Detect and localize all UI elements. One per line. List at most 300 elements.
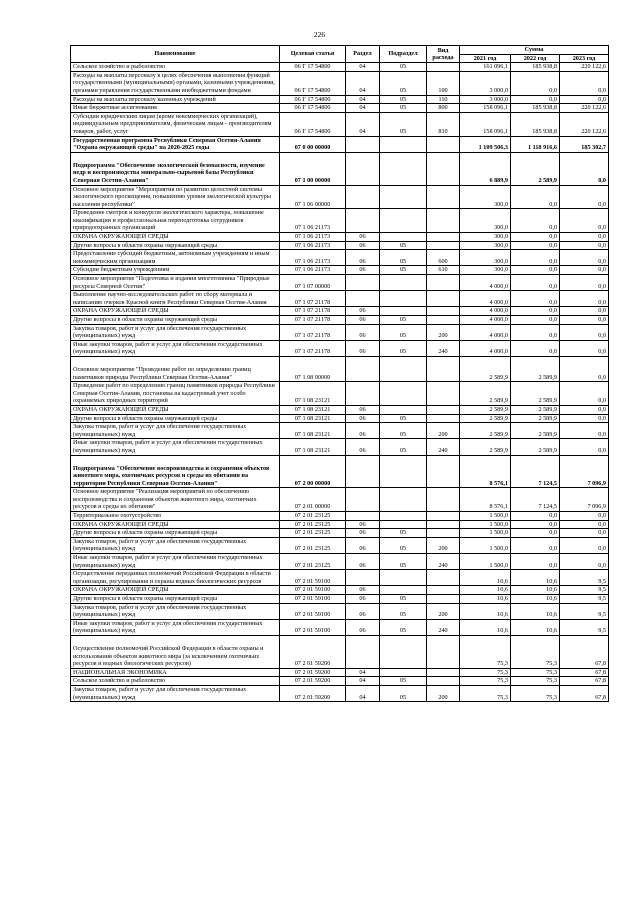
row-2023: 0,0 bbox=[560, 529, 609, 538]
row-code: 06 Г 17 54800 bbox=[280, 112, 346, 136]
table-row bbox=[71, 512, 609, 521]
row-code: 07 2 01 59200 bbox=[280, 685, 346, 701]
row-section: 06 bbox=[346, 537, 380, 553]
row-2021: 1 109 506,3 bbox=[460, 136, 511, 152]
row-2023: 0,0 bbox=[560, 414, 609, 423]
row-subsection bbox=[380, 488, 427, 512]
row-2021: 4 000,0 bbox=[460, 324, 511, 340]
row-expense-type bbox=[427, 570, 460, 586]
row-2021: 75,3 bbox=[460, 677, 511, 686]
page-number: 226 bbox=[313, 30, 326, 39]
row-name: Другие вопросы в области охраны окружающей среды bbox=[71, 529, 280, 538]
table-row bbox=[71, 316, 609, 325]
table-row bbox=[71, 71, 609, 95]
row-code: 07 1 08 23121 bbox=[280, 439, 346, 455]
row-2023: 9,5 bbox=[560, 595, 609, 604]
row-expense-type bbox=[427, 356, 460, 381]
row-subsection bbox=[380, 512, 427, 521]
budget-table bbox=[70, 45, 609, 702]
row-code: 07 2 01 23125 bbox=[280, 512, 346, 521]
row-subsection bbox=[380, 586, 427, 595]
row-code: 07 0 00 00000 bbox=[280, 136, 346, 152]
row-section: 06 bbox=[346, 266, 380, 275]
row-code: 07 2 01 23125 bbox=[280, 529, 346, 538]
table-row bbox=[71, 233, 609, 242]
row-expense-type: 200 bbox=[427, 537, 460, 553]
row-2022: 7 124,5 bbox=[511, 488, 560, 512]
table-row bbox=[71, 112, 609, 136]
row-expense-type: 800 bbox=[427, 104, 460, 113]
row-section bbox=[346, 356, 380, 381]
row-2021: 3 000,0 bbox=[460, 71, 511, 95]
row-2022: 0,0 bbox=[511, 324, 560, 340]
row-section: 06 bbox=[346, 233, 380, 242]
row-code: 06 Г 17 54800 bbox=[280, 104, 346, 113]
table-row bbox=[71, 423, 609, 439]
row-subsection: 05 bbox=[380, 439, 427, 455]
row-2021: 1 500,0 bbox=[460, 554, 511, 570]
row-section bbox=[346, 455, 380, 488]
row-section: 06 bbox=[346, 340, 380, 356]
table-row bbox=[71, 455, 609, 488]
row-name: Иные бюджетные ассигнования bbox=[71, 104, 280, 113]
row-section: 06 bbox=[346, 324, 380, 340]
row-code: 07 2 01 59200 bbox=[280, 635, 346, 668]
row-2022: 0,0 bbox=[511, 71, 560, 95]
row-subsection: 05 bbox=[380, 554, 427, 570]
row-section: 06 bbox=[346, 520, 380, 529]
row-expense-type bbox=[427, 405, 460, 414]
table-row bbox=[71, 529, 609, 538]
row-section bbox=[346, 291, 380, 307]
row-2021: 10,6 bbox=[460, 595, 511, 604]
table-row bbox=[71, 685, 609, 701]
row-expense-type: 610 bbox=[427, 266, 460, 275]
row-name: Иные закупки товаров, работ и услуг для обеспечения государственных (муниципальных) нужд bbox=[71, 619, 280, 635]
row-expense-type bbox=[427, 635, 460, 668]
row-2021: 4 000,0 bbox=[460, 275, 511, 291]
row-2022: 2 589,9 bbox=[511, 439, 560, 455]
row-subsection bbox=[380, 275, 427, 291]
row-expense-type bbox=[427, 233, 460, 242]
row-subsection: 05 bbox=[380, 266, 427, 275]
row-2022: 75,3 bbox=[511, 668, 560, 677]
row-2022: 185 938,8 bbox=[511, 112, 560, 136]
row-name: ОХРАНА ОКРУЖАЮЩЕЙ СРЕДЫ bbox=[71, 586, 280, 595]
row-2022: 0,0 bbox=[511, 266, 560, 275]
row-2023: 0,0 bbox=[560, 307, 609, 316]
row-subsection: 05 bbox=[380, 423, 427, 439]
row-2021: 2 589,9 bbox=[460, 382, 511, 406]
row-code: 07 1 08 23121 bbox=[280, 405, 346, 414]
row-2022: 185 938,8 bbox=[511, 104, 560, 113]
row-name: Территориальное охотустройство bbox=[71, 512, 280, 521]
row-2021: 1 500,0 bbox=[460, 520, 511, 529]
row-subsection: 05 bbox=[380, 414, 427, 423]
row-section bbox=[346, 488, 380, 512]
row-subsection: 05 bbox=[380, 619, 427, 635]
header-name: Наименование bbox=[71, 46, 280, 63]
row-code: 07 1 07 21178 bbox=[280, 291, 346, 307]
row-name: Закупка товаров, работ и услуг для обеспечения государственных (муниципальных) нужд bbox=[71, 423, 280, 439]
row-section bbox=[346, 152, 380, 185]
row-2021: 300,0 bbox=[460, 241, 511, 250]
row-code: 07 1 08 23121 bbox=[280, 414, 346, 423]
table-row bbox=[71, 570, 609, 586]
row-subsection: 05 bbox=[380, 324, 427, 340]
header-2023: 2023 год bbox=[560, 54, 609, 63]
row-subsection bbox=[380, 520, 427, 529]
row-expense-type bbox=[427, 136, 460, 152]
row-name: Закупка товаров, работ и услуг для обеспечения государственных (муниципальных) нужд bbox=[71, 324, 280, 340]
row-2022: 0,0 bbox=[511, 307, 560, 316]
row-section: 06 bbox=[346, 603, 380, 619]
row-2021: 4 000,0 bbox=[460, 340, 511, 356]
row-2022: 10,6 bbox=[511, 619, 560, 635]
row-expense-type: 240 bbox=[427, 554, 460, 570]
row-2021: 10,6 bbox=[460, 570, 511, 586]
row-section: 06 bbox=[346, 241, 380, 250]
row-2022: 75,3 bbox=[511, 635, 560, 668]
table-row bbox=[71, 382, 609, 406]
row-2021: 300,0 bbox=[460, 209, 511, 233]
row-section bbox=[346, 209, 380, 233]
row-code: 07 1 08 23121 bbox=[280, 382, 346, 406]
row-2023: 0,0 bbox=[560, 512, 609, 521]
row-name: Другие вопросы в области охраны окружающей среды bbox=[71, 595, 280, 604]
row-2022: 0,0 bbox=[511, 233, 560, 242]
row-2021: 161 096,1 bbox=[460, 63, 511, 72]
row-name: Закупка товаров, работ и услуг для обеспечения государственных (муниципальных) нужд bbox=[71, 537, 280, 553]
row-name: Закупка товаров, работ и услуг для обеспечения государственных (муниципальных) нужд bbox=[71, 685, 280, 701]
row-2023: 0,0 bbox=[560, 275, 609, 291]
table-row bbox=[71, 307, 609, 316]
row-section: 04 bbox=[346, 668, 380, 677]
row-2023: 9,5 bbox=[560, 603, 609, 619]
row-section: 06 bbox=[346, 619, 380, 635]
table-row bbox=[71, 603, 609, 619]
table-row bbox=[71, 136, 609, 152]
row-section bbox=[346, 136, 380, 152]
row-2021: 300,0 bbox=[460, 185, 511, 209]
row-2023: 0,0 bbox=[560, 95, 609, 104]
table-row bbox=[71, 152, 609, 185]
row-code: 07 2 01 59100 bbox=[280, 570, 346, 586]
table-row bbox=[71, 324, 609, 340]
row-2021: 2 589,9 bbox=[460, 414, 511, 423]
row-name: Выполнение научно-исследовательских работ по сбору материала и написанию очерков Красной книги Республики Северная Осетия-Алания bbox=[71, 291, 280, 307]
row-2022: 0,0 bbox=[511, 520, 560, 529]
row-subsection bbox=[380, 152, 427, 185]
header-sum: Сумма bbox=[460, 46, 609, 55]
row-2021: 300,0 bbox=[460, 266, 511, 275]
row-section: 06 bbox=[346, 423, 380, 439]
row-2022: 0,0 bbox=[511, 512, 560, 521]
row-2021: 75,3 bbox=[460, 685, 511, 701]
row-name: Иные закупки товаров, работ и услуг для обеспечения государственных (муниципальных) нужд bbox=[71, 340, 280, 356]
row-code: 06 Г 17 54800 bbox=[280, 63, 346, 72]
row-name: Подпрограмма "Обеспечение воспроизводства и сохранения объектов животного мира, охотничьих ресурсов и среды их обитания на территории Республики Северная Осетия-Алания" bbox=[71, 455, 280, 488]
table-row bbox=[71, 291, 609, 307]
row-subsection: 05 bbox=[380, 241, 427, 250]
row-2021: 10,6 bbox=[460, 586, 511, 595]
row-name: Другие вопросы в области охраны окружающей среды bbox=[71, 241, 280, 250]
row-name: Основное мероприятие "Подготовка и издания многотомника "Природные ресурсы Северной Осетии" bbox=[71, 275, 280, 291]
row-name: НАЦИОНАЛЬНАЯ ЭКОНОМИКА bbox=[71, 668, 280, 677]
row-2021: 158 096,1 bbox=[460, 112, 511, 136]
row-section: 06 bbox=[346, 405, 380, 414]
row-2023: 0,0 bbox=[560, 71, 609, 95]
row-section: 04 bbox=[346, 677, 380, 686]
row-2021: 75,3 bbox=[460, 668, 511, 677]
row-2021: 4 000,0 bbox=[460, 316, 511, 325]
table-row bbox=[71, 635, 609, 668]
row-name: Иные закупки товаров, работ и услуг для обеспечения государственных (муниципальных) нужд bbox=[71, 439, 280, 455]
row-2021: 1 500,0 bbox=[460, 529, 511, 538]
row-2021: 300,0 bbox=[460, 250, 511, 266]
row-2022: 0,0 bbox=[511, 95, 560, 104]
header-expense-type: Вид расхода bbox=[427, 46, 460, 63]
row-subsection: 05 bbox=[380, 71, 427, 95]
row-2023: 0,0 bbox=[560, 291, 609, 307]
row-expense-type: 200 bbox=[427, 603, 460, 619]
row-2023: 0,0 bbox=[560, 324, 609, 340]
row-2022: 0,0 bbox=[511, 316, 560, 325]
row-section bbox=[346, 275, 380, 291]
row-section: 06 bbox=[346, 316, 380, 325]
row-expense-type: 200 bbox=[427, 685, 460, 701]
row-2021: 2 589,9 bbox=[460, 439, 511, 455]
row-expense-type: 200 bbox=[427, 324, 460, 340]
row-name: ОХРАНА ОКРУЖАЮЩЕЙ СРЕДЫ bbox=[71, 405, 280, 414]
row-2023: 185 302,7 bbox=[560, 136, 609, 152]
row-2023: 0,0 bbox=[560, 250, 609, 266]
row-2021: 300,0 bbox=[460, 233, 511, 242]
row-section: 06 bbox=[346, 554, 380, 570]
row-code: 07 1 07 21178 bbox=[280, 307, 346, 316]
row-expense-type bbox=[427, 275, 460, 291]
row-2022: 0,0 bbox=[511, 241, 560, 250]
row-2021: 2 589,9 bbox=[460, 405, 511, 414]
row-subsection bbox=[380, 455, 427, 488]
table-row bbox=[71, 619, 609, 635]
row-name: Основное мероприятие "Проведение работ по определению границ памятников природы Республики Северная Осетия-Алания" bbox=[71, 356, 280, 381]
row-section: 04 bbox=[346, 71, 380, 95]
row-expense-type bbox=[427, 152, 460, 185]
row-code: 07 2 01 23125 bbox=[280, 554, 346, 570]
table-row bbox=[71, 586, 609, 595]
row-subsection: 05 bbox=[380, 603, 427, 619]
row-subsection: 05 bbox=[380, 340, 427, 356]
row-2022: 1 118 916,6 bbox=[511, 136, 560, 152]
row-2023: 0,0 bbox=[560, 554, 609, 570]
row-2023: 0,0 bbox=[560, 185, 609, 209]
table-row bbox=[71, 266, 609, 275]
row-name: Осуществление переданных полномочий Российской Федерации в области организации, регулирования и охраны водных биологических ресурсов bbox=[71, 570, 280, 586]
row-expense-type bbox=[427, 185, 460, 209]
table-row bbox=[71, 668, 609, 677]
table-row bbox=[71, 275, 609, 291]
row-2023: 67,8 bbox=[560, 668, 609, 677]
row-2023: 67,8 bbox=[560, 677, 609, 686]
row-section: 06 bbox=[346, 307, 380, 316]
row-expense-type bbox=[427, 512, 460, 521]
row-2022: 0,0 bbox=[511, 185, 560, 209]
row-2022: 2 589,9 bbox=[511, 356, 560, 381]
row-2022: 2 589,9 bbox=[511, 423, 560, 439]
row-name: Основное мероприятие "Мероприятия по развитию целостной системы экологического просвещения, повышению уровня экологической культуры населения республики" bbox=[71, 185, 280, 209]
row-code: 07 2 01 23125 bbox=[280, 537, 346, 553]
row-section: 04 bbox=[346, 112, 380, 136]
row-2021: 3 000,0 bbox=[460, 95, 511, 104]
row-code: 07 2 01 59100 bbox=[280, 595, 346, 604]
row-expense-type: 110 bbox=[427, 95, 460, 104]
row-code: 07 1 07 21178 bbox=[280, 324, 346, 340]
row-subsection: 05 bbox=[380, 529, 427, 538]
row-2023: 0,0 bbox=[560, 152, 609, 185]
row-2022: 75,3 bbox=[511, 677, 560, 686]
row-2021: 1 500,0 bbox=[460, 537, 511, 553]
row-2021: 2 589,9 bbox=[460, 423, 511, 439]
table-row bbox=[71, 405, 609, 414]
row-2021: 10,6 bbox=[460, 619, 511, 635]
row-2021: 8 576,1 bbox=[460, 488, 511, 512]
row-code: 07 2 01 00000 bbox=[280, 488, 346, 512]
row-subsection: 05 bbox=[380, 595, 427, 604]
row-expense-type: 100 bbox=[427, 71, 460, 95]
row-code: 07 1 08 00000 bbox=[280, 356, 346, 381]
row-2022: 0,0 bbox=[511, 340, 560, 356]
row-subsection: 05 bbox=[380, 537, 427, 553]
header-section: Раздел bbox=[346, 46, 380, 63]
row-2021: 6 889,9 bbox=[460, 152, 511, 185]
row-2023: 7 096,9 bbox=[560, 455, 609, 488]
row-code: 07 2 00 00000 bbox=[280, 455, 346, 488]
row-2022: 7 124,5 bbox=[511, 455, 560, 488]
row-code: 07 1 06 21173 bbox=[280, 250, 346, 266]
row-2022: 10,6 bbox=[511, 586, 560, 595]
row-subsection bbox=[380, 635, 427, 668]
row-subsection bbox=[380, 136, 427, 152]
row-expense-type bbox=[427, 668, 460, 677]
row-subsection: 05 bbox=[380, 95, 427, 104]
row-section: 06 bbox=[346, 439, 380, 455]
table-row bbox=[71, 250, 609, 266]
row-2022: 2 589,9 bbox=[511, 414, 560, 423]
row-2023: 0,0 bbox=[560, 266, 609, 275]
row-name: Проведение смотров и конкурсов экологического характера, повышение квалификации и профессиональная переподготовка сотрудников природоохранных организаций bbox=[71, 209, 280, 233]
row-name: Сельское хозяйство и рыболовство bbox=[71, 63, 280, 72]
row-section: 04 bbox=[346, 95, 380, 104]
row-2023: 220 122,6 bbox=[560, 104, 609, 113]
row-expense-type bbox=[427, 586, 460, 595]
row-2021: 4 000,0 bbox=[460, 291, 511, 307]
row-subsection bbox=[380, 209, 427, 233]
row-expense-type bbox=[427, 63, 460, 72]
row-2022: 75,3 bbox=[511, 685, 560, 701]
row-subsection bbox=[380, 233, 427, 242]
row-2023: 9,5 bbox=[560, 619, 609, 635]
row-code: 07 2 01 23125 bbox=[280, 520, 346, 529]
row-2023: 0,0 bbox=[560, 405, 609, 414]
row-2022: 10,6 bbox=[511, 570, 560, 586]
row-2023: 67,8 bbox=[560, 685, 609, 701]
row-2023: 0,0 bbox=[560, 233, 609, 242]
table-row bbox=[71, 520, 609, 529]
row-2023: 0,0 bbox=[560, 382, 609, 406]
row-2021: 158 096,1 bbox=[460, 104, 511, 113]
table-row bbox=[71, 356, 609, 381]
row-name: ОХРАНА ОКРУЖАЮЩЕЙ СРЕДЫ bbox=[71, 233, 280, 242]
row-expense-type bbox=[427, 291, 460, 307]
row-2021: 8 576,1 bbox=[460, 455, 511, 488]
row-2023: 0,0 bbox=[560, 520, 609, 529]
table-row bbox=[71, 209, 609, 233]
table-row bbox=[71, 677, 609, 686]
row-code: 07 1 06 21173 bbox=[280, 266, 346, 275]
row-expense-type bbox=[427, 316, 460, 325]
row-expense-type bbox=[427, 382, 460, 406]
row-code: 07 1 00 00000 bbox=[280, 152, 346, 185]
row-2023: 220 122,6 bbox=[560, 112, 609, 136]
row-2023: 0,0 bbox=[560, 340, 609, 356]
row-expense-type: 200 bbox=[427, 423, 460, 439]
row-code: 07 2 01 59100 bbox=[280, 619, 346, 635]
row-subsection: 05 bbox=[380, 63, 427, 72]
row-section bbox=[346, 635, 380, 668]
row-2021: 4 000,0 bbox=[460, 307, 511, 316]
row-name: Проведение работ по определению границ памятников природы Республики Северная Осетия-Алания, постановка на кадастровый учет особо охраняемых природных территорий bbox=[71, 382, 280, 406]
row-expense-type: 240 bbox=[427, 619, 460, 635]
header-article: Целевая статья bbox=[280, 46, 346, 63]
row-name: Расходы на выплаты персоналу в целях обеспечения выполнения функций государственными (муниципальными) органами, казенными учреждениями, органами управления государственными внебюджетными фондами bbox=[71, 71, 280, 95]
row-code: 07 1 06 21173 bbox=[280, 241, 346, 250]
row-subsection: 05 bbox=[380, 112, 427, 136]
row-2022: 2 589,9 bbox=[511, 382, 560, 406]
row-section: 06 bbox=[346, 250, 380, 266]
row-section: 04 bbox=[346, 104, 380, 113]
row-2022: 10,6 bbox=[511, 603, 560, 619]
row-2023: 0,0 bbox=[560, 356, 609, 381]
row-subsection: 05 bbox=[380, 685, 427, 701]
row-expense-type bbox=[427, 677, 460, 686]
table-row bbox=[71, 488, 609, 512]
row-2023: 0,0 bbox=[560, 439, 609, 455]
header-2022: 2022 год bbox=[511, 54, 560, 63]
row-expense-type bbox=[427, 595, 460, 604]
row-code: 07 2 01 59200 bbox=[280, 677, 346, 686]
row-expense-type bbox=[427, 209, 460, 233]
row-code: 07 1 07 00000 bbox=[280, 275, 346, 291]
row-expense-type bbox=[427, 241, 460, 250]
row-subsection bbox=[380, 668, 427, 677]
row-name: Субсидии юридическим лицам (кроме некоммерческих организаций), индивидуальным предпринимателям, физическим лицам - производителям товаров, работ, услуг bbox=[71, 112, 280, 136]
row-2023: 0,0 bbox=[560, 209, 609, 233]
row-expense-type: 810 bbox=[427, 112, 460, 136]
row-expense-type: 600 bbox=[427, 250, 460, 266]
row-name: Сельское хозяйство и рыболовство bbox=[71, 677, 280, 686]
row-name: Другие вопросы в области охраны окружающей среды bbox=[71, 414, 280, 423]
row-expense-type bbox=[427, 488, 460, 512]
row-name: Другие вопросы в области охраны окружающей среды bbox=[71, 316, 280, 325]
row-expense-type: 240 bbox=[427, 439, 460, 455]
table-row bbox=[71, 554, 609, 570]
row-section: 06 bbox=[346, 586, 380, 595]
row-expense-type bbox=[427, 520, 460, 529]
row-2022: 2 589,9 bbox=[511, 152, 560, 185]
table-row bbox=[71, 63, 609, 72]
row-name: Предоставление субсидий бюджетным, автономным учреждениям и иным некоммерческим организациям bbox=[71, 250, 280, 266]
